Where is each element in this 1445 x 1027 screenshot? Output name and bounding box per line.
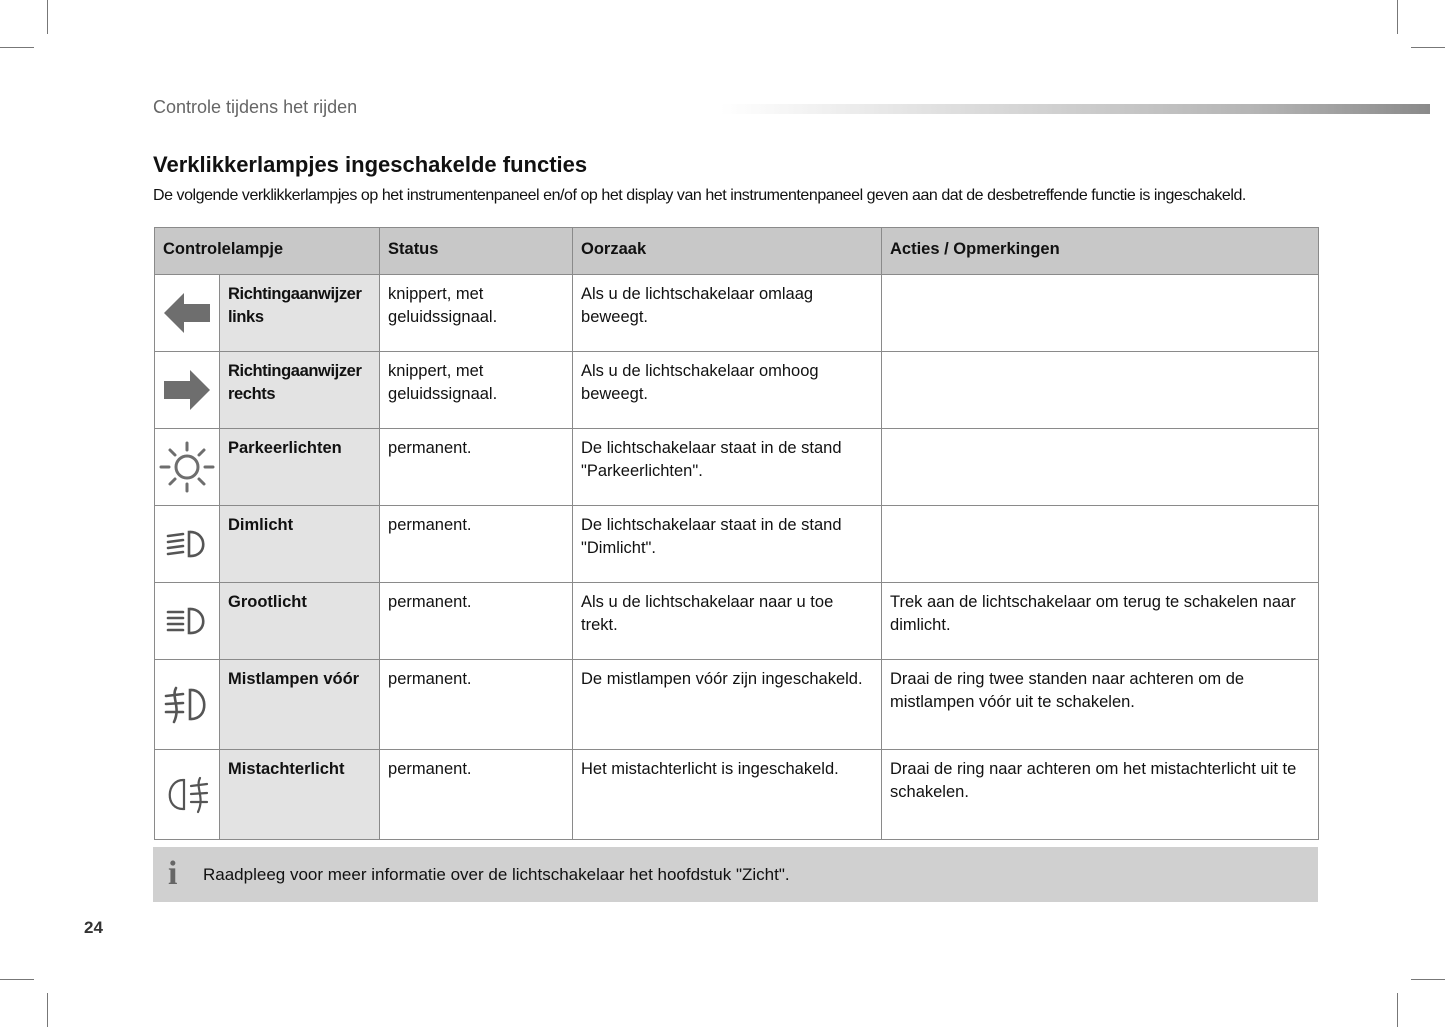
- table-row: [155, 583, 1319, 660]
- status-cell: permanent.: [380, 750, 573, 840]
- section-header: Controle tijdens het rijden: [153, 97, 358, 117]
- parking-lights-icon: [159, 441, 215, 493]
- status-cell: permanent.: [380, 660, 573, 750]
- front-fog-icon: [163, 685, 211, 725]
- cause-cell: Als u de lichtschakelaar omlaag beweegt.: [573, 275, 882, 352]
- cause-cell: Als u de lichtschakelaar naar u toe trekt.: [573, 583, 882, 660]
- lamp-name: Parkeerlichten: [220, 429, 380, 506]
- icon-cell: [155, 750, 220, 840]
- warning-lights-table: [154, 227, 1319, 840]
- action-cell: Draai de ring naar achteren om het mistachterlicht uit te schakelen.: [882, 750, 1319, 840]
- crop-mark: [47, 0, 48, 34]
- table-row: [155, 429, 1319, 506]
- cause-cell: De mistlampen vóór zijn ingeschakeld.: [573, 660, 882, 750]
- status-cell: permanent.: [380, 506, 573, 583]
- icon-cell: [155, 583, 220, 660]
- column-header: Oorzaak: [573, 228, 882, 275]
- table-header-row: [155, 228, 1319, 275]
- info-icon: i: [168, 855, 178, 892]
- crop-mark: [47, 993, 48, 1027]
- action-cell: Draai de ring twee standen naar achteren om de mistlampen vóór uit te schakelen.: [882, 660, 1319, 750]
- column-header: Controlelampje: [155, 228, 380, 275]
- status-cell: permanent.: [380, 583, 573, 660]
- rear-fog-icon: [163, 775, 211, 815]
- action-cell: Trek aan de lichtschakelaar om terug te schakelen naar dimlicht.: [882, 583, 1319, 660]
- column-header: Status: [380, 228, 573, 275]
- icon-cell: [155, 352, 220, 429]
- crop-mark: [1397, 993, 1398, 1027]
- lamp-name: Mistachterlicht: [220, 750, 380, 840]
- table-row: [155, 275, 1319, 352]
- cause-cell: De lichtschakelaar staat in de stand "Parkeerlichten".: [573, 429, 882, 506]
- table-row: [155, 352, 1319, 429]
- status-cell: permanent.: [380, 429, 573, 506]
- cause-cell: De lichtschakelaar staat in de stand "Dimlicht".: [573, 506, 882, 583]
- icon-cell: [155, 275, 220, 352]
- icon-cell: [155, 429, 220, 506]
- header-gradient-bar: [720, 104, 1430, 114]
- action-cell: [882, 506, 1319, 583]
- status-cell: knippert, met geluidssignaal.: [380, 352, 573, 429]
- intro-paragraph: De volgende verklikkerlampjes op het instrumentenpaneel en/of op het display van het instrumentenpaneel geven aan dat de desbetreffende functie is ingeschakeld.: [153, 187, 1246, 204]
- crop-mark: [0, 47, 34, 48]
- arrow-left-icon: [162, 291, 212, 335]
- table-row: [155, 750, 1319, 840]
- crop-mark: [1411, 47, 1445, 48]
- info-box: [153, 847, 1318, 902]
- info-text: Raadpleeg voor meer informatie over de lichtschakelaar het hoofdstuk "Zicht".: [203, 865, 790, 884]
- icon-cell: [155, 660, 220, 750]
- crop-mark: [1397, 0, 1398, 34]
- cause-cell: Als u de lichtschakelaar omhoog beweegt.: [573, 352, 882, 429]
- action-cell: [882, 352, 1319, 429]
- page-title: Verklikkerlampjes ingeschakelde functies: [153, 152, 588, 177]
- column-header: Acties / Opmerkingen: [882, 228, 1319, 275]
- icon-cell: [155, 506, 220, 583]
- action-cell: [882, 275, 1319, 352]
- lamp-name: Richtingaanwijzer links: [220, 275, 380, 352]
- main-beam-icon: [163, 604, 211, 638]
- table-row: [155, 506, 1319, 583]
- arrow-right-icon: [162, 368, 212, 412]
- crop-mark: [1411, 979, 1445, 980]
- lamp-name: Mistlampen vóór: [220, 660, 380, 750]
- lamp-name: Grootlicht: [220, 583, 380, 660]
- lamp-name: Dimlicht: [220, 506, 380, 583]
- table-row: [155, 660, 1319, 750]
- action-cell: [882, 429, 1319, 506]
- cause-cell: Het mistachterlicht is ingeschakeld.: [573, 750, 882, 840]
- dipped-beam-icon: [163, 527, 211, 561]
- page-number: 24: [84, 918, 103, 937]
- lamp-name: Richtingaanwijzer rechts: [220, 352, 380, 429]
- status-cell: knippert, met geluidssignaal.: [380, 275, 573, 352]
- crop-mark: [0, 979, 34, 980]
